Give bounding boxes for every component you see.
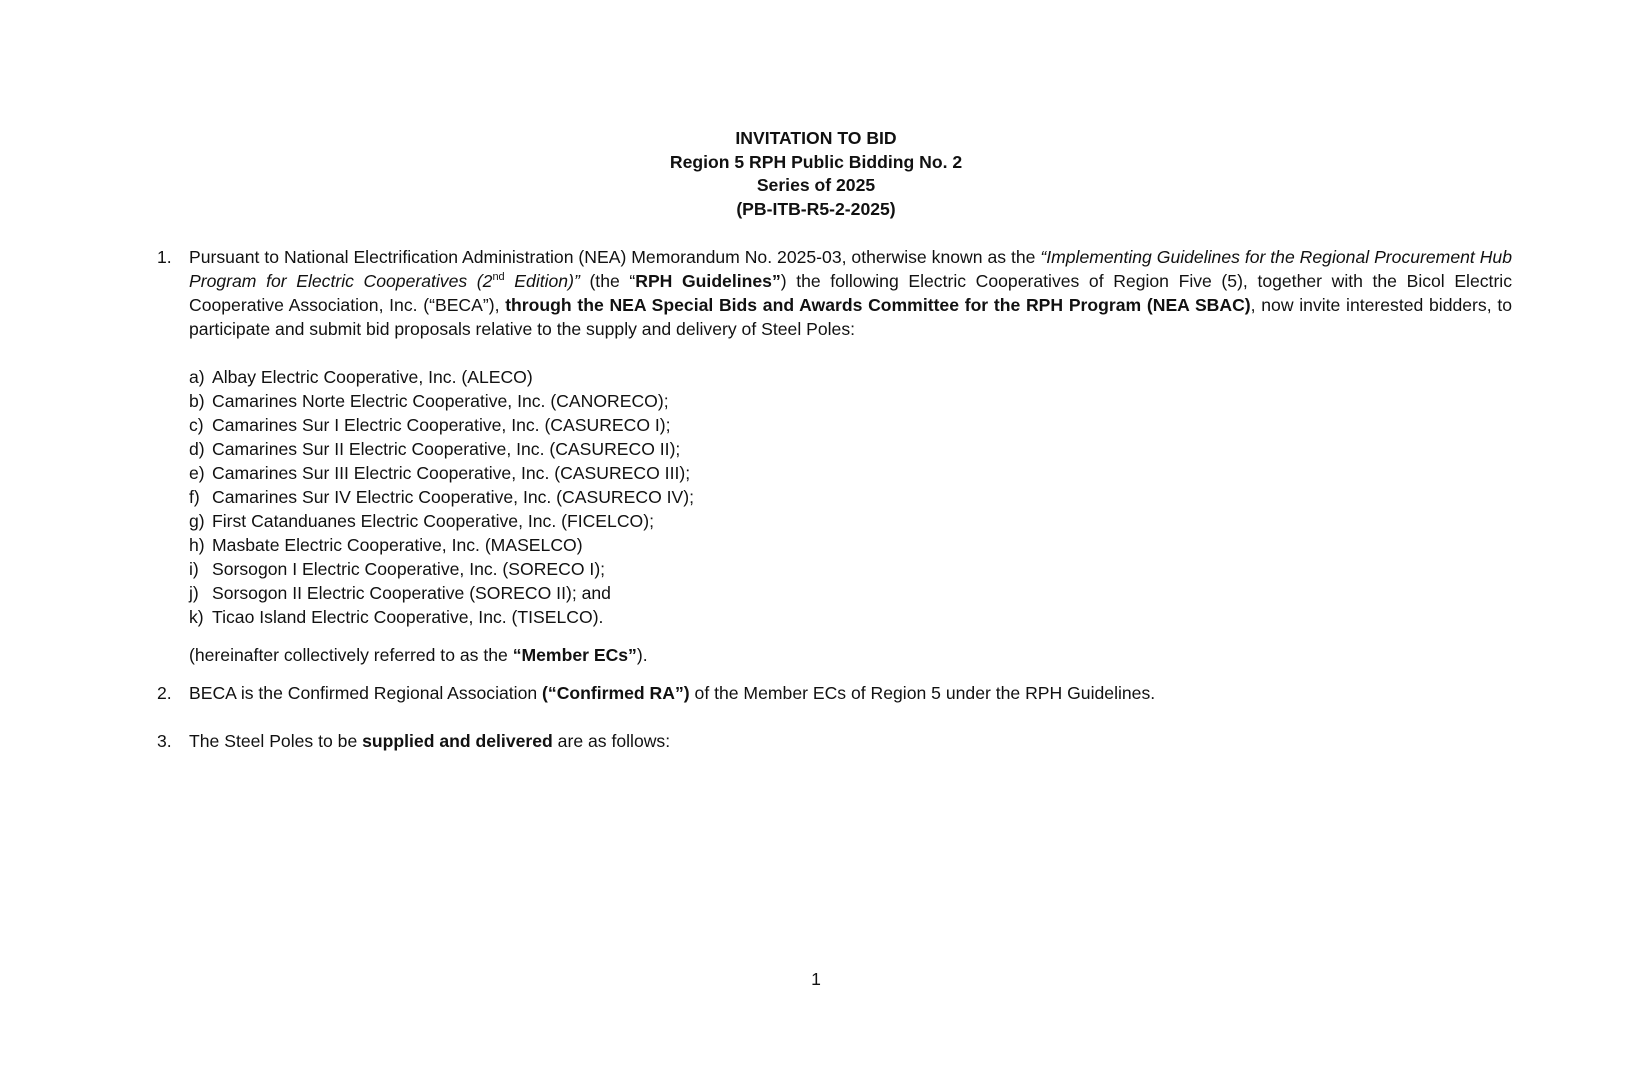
member-ec-item [189, 533, 694, 557]
list-letter: k) [189, 607, 204, 627]
member-ec-list [189, 365, 694, 629]
page-number: 1 [811, 969, 821, 989]
text-run: of the Member ECs of Region 5 under the RPH Guidelines. [689, 683, 1156, 703]
member-ec-name: Camarines Sur I Electric Cooperative, Inc. (CASURECO I); [212, 415, 671, 435]
member-ec-item [189, 437, 694, 461]
paragraph-number: 2. [157, 683, 172, 703]
list-letter: j) [189, 583, 199, 603]
member-ec-name: Sorsogon II Electric Cooperative (SORECO II); and [212, 583, 611, 603]
member-ec-name: Ticao Island Electric Cooperative, Inc. (TISELCO). [212, 607, 604, 627]
member-ec-name: Masbate Electric Cooperative, Inc. (MASELCO) [212, 535, 583, 555]
paragraph-3-text [189, 729, 1512, 753]
member-ec-name: Camarines Sur II Electric Cooperative, Inc. (CASURECO II); [212, 439, 681, 459]
title-bidding-number: Region 5 RPH Public Bidding No. 2 [669, 151, 963, 172]
member-ec-name: Camarines Norte Electric Cooperative, Inc. (CANORECO); [212, 391, 669, 411]
list-letter: f) [189, 487, 200, 507]
superscript: nd [492, 271, 505, 284]
title-reference-code: (PB-ITB-R5-2-2025) [736, 198, 896, 219]
title-series: Series of 2025 [756, 175, 876, 195]
hereinafter-clause [189, 643, 648, 667]
text-run: BECA is the Confirmed Regional Association [189, 683, 543, 703]
text-run: are as follows: [552, 731, 671, 751]
list-letter: d) [189, 439, 205, 459]
paragraph-number: 3. [157, 731, 172, 751]
member-ec-name: Albay Electric Cooperative, Inc. (ALECO) [212, 367, 533, 387]
text-run: The Steel Poles to be [189, 731, 363, 751]
member-ec-name: Camarines Sur IV Electric Cooperative, Inc. (CASURECO IV); [212, 487, 695, 507]
member-ec-name: Camarines Sur III Electric Cooperative, Inc. (CASURECO III); [212, 463, 691, 483]
member-ec-item [189, 485, 694, 509]
list-letter: a) [189, 367, 205, 387]
member-ecs-term: “Member ECs” [512, 645, 637, 665]
guidelines-title: “Implementing Guidelines for the Regional Procurement Hub Program for Electric Cooperatives (2 [189, 247, 1512, 291]
list-letter: h) [189, 535, 205, 555]
list-letter: i) [189, 559, 199, 579]
member-ec-item [189, 365, 694, 389]
list-letter: e) [189, 463, 205, 483]
paragraph-1 [157, 245, 1512, 341]
nea-sbac-term: through the NEA Special Bids and Awards Committee for the RPH Program (NEA SBAC) [505, 295, 1251, 315]
list-letter: g) [189, 511, 205, 531]
paragraph-2 [157, 681, 1512, 705]
text-run: , now invite interested bidders, to participate and submit bid proposals relative to the supply and delivery of Steel Poles: [189, 295, 1512, 339]
member-ec-item [189, 389, 694, 413]
document-title-block [0, 127, 1632, 221]
guidelines-title-end: Edition)” [504, 271, 580, 291]
paragraph-1-text [189, 245, 1512, 341]
supplied-delivered-term: supplied and delivered [362, 731, 553, 751]
text-run: Pursuant to National Electrification Administration (NEA) Memorandum No. 2025-03, otherwise known as the [189, 247, 1041, 267]
text-run: (hereinafter collectively referred to as the [189, 645, 513, 665]
list-letter: c) [189, 415, 204, 435]
title-invitation-to-bid: INVITATION TO BID [735, 128, 897, 148]
member-ec-item [189, 461, 694, 485]
rph-guidelines-term: RPH Guidelines” [635, 271, 781, 291]
list-letter: b) [189, 391, 205, 411]
member-ec-item [189, 413, 694, 437]
paragraph-2-text [189, 681, 1512, 705]
text-run: ). [636, 645, 648, 665]
confirmed-ra-term: (“Confirmed RA”) [542, 683, 690, 703]
text-run: (the “ [579, 271, 636, 291]
member-ec-name: Sorsogon I Electric Cooperative, Inc. (SORECO I); [212, 559, 606, 579]
member-ec-item [189, 557, 694, 581]
member-ec-name: First Catanduanes Electric Cooperative, Inc. (FICELCO); [212, 511, 654, 531]
member-ec-item [189, 581, 694, 605]
text-run: ) the following Electric Cooperatives of Region Five (5), together with the Bicol Electric Cooperative Association, Inc. (“BECA”), [189, 271, 1513, 315]
paragraph-3 [157, 729, 1512, 753]
member-ec-item [189, 509, 694, 533]
member-ec-item [189, 605, 694, 629]
paragraph-number: 1. [157, 247, 172, 267]
